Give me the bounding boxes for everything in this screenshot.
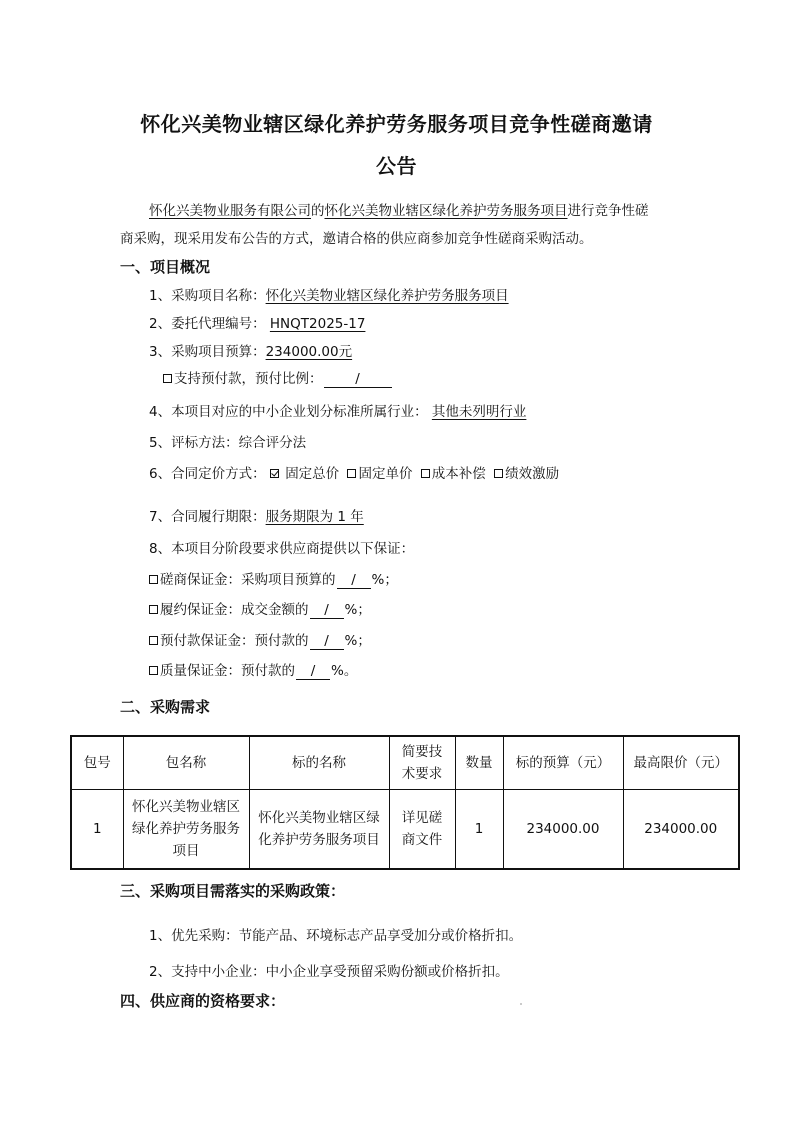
intro-conj: 的 bbox=[311, 203, 325, 219]
guarantee-quality-checkbox[interactable] bbox=[149, 666, 158, 675]
item-1-value: 怀化兴美物业辖区绿化养护劳务服务项目 bbox=[265, 288, 509, 304]
section-3-heading: 三、采购项目需落实的采购政策： bbox=[120, 882, 346, 900]
item-3-value: 234000.00元 bbox=[265, 344, 353, 360]
item-5: 5、评标方法：综合评分法 bbox=[149, 435, 307, 451]
policy-item-2: 2、支持中小企业：中小企业享受预留采购份额或价格折扣。 bbox=[149, 964, 509, 980]
intro-company: 怀化兴美物业服务有限公司 bbox=[149, 203, 311, 219]
item-1 bbox=[149, 287, 509, 305]
guarantee-quality-value: / bbox=[296, 663, 330, 680]
table-header-cell: 最高限价（元） bbox=[623, 736, 739, 790]
guarantee-quality-suffix: %。 bbox=[331, 663, 358, 679]
procurement-requirements-table bbox=[70, 735, 740, 870]
guarantee-performance-checkbox[interactable] bbox=[149, 605, 158, 614]
guarantee-performance-label: 履约保证金：成交金额的 bbox=[160, 602, 309, 618]
scan-dot bbox=[520, 1003, 522, 1005]
table-header-cell: 标的预算（元） bbox=[503, 736, 623, 790]
guarantee-consultation bbox=[149, 571, 398, 589]
guarantee-prepayment-label: 预付款保证金：预付款的 bbox=[160, 633, 309, 649]
guarantee-performance-suffix: %； bbox=[344, 602, 371, 618]
fixed-unit-price-checkbox[interactable] bbox=[347, 469, 356, 478]
prepay-checkbox[interactable] bbox=[163, 374, 172, 383]
table-cell: 怀化兴美物业辖区绿化养护劳务服务项目 bbox=[249, 790, 389, 870]
table-header-cell: 数量 bbox=[455, 736, 503, 790]
item-4-value: 其他未列明行业 bbox=[431, 404, 527, 420]
table-cell: 怀化兴美物业辖区绿化养护劳务服务项目 bbox=[123, 790, 249, 870]
table-cell: 详见磋商文件 bbox=[389, 790, 455, 870]
section-4-heading: 四、供应商的资格要求： bbox=[120, 992, 286, 1010]
cost-compensation-checkbox[interactable] bbox=[421, 469, 430, 478]
guarantee-consultation-checkbox[interactable] bbox=[149, 575, 158, 584]
guarantee-consultation-suffix: %； bbox=[371, 572, 398, 588]
guarantee-performance bbox=[149, 601, 371, 619]
intro-line1 bbox=[149, 202, 649, 220]
item-6-label: 6、合同定价方式： bbox=[149, 466, 266, 482]
prepay-label: 支持预付款，预付比例： bbox=[174, 371, 323, 387]
option-cost-compensation: 成本补偿 bbox=[431, 466, 486, 482]
guarantee-quality-label: 质量保证金：预付款的 bbox=[160, 663, 295, 679]
table-header-cell: 包号 bbox=[71, 736, 123, 790]
item-3-label: 3、采购项目预算： bbox=[149, 344, 266, 360]
item-6 bbox=[149, 465, 559, 483]
performance-incentive-checkbox[interactable] bbox=[494, 469, 503, 478]
section-2-heading: 二、采购需求 bbox=[120, 698, 211, 716]
guarantee-prepayment-suffix: %； bbox=[344, 633, 371, 649]
item-7-label: 7、合同履行期限： bbox=[149, 509, 266, 525]
item-3 bbox=[149, 343, 352, 361]
table-row bbox=[71, 790, 739, 870]
table-cell: 234000.00 bbox=[503, 790, 623, 870]
item-8: 8、本项目分阶段要求供应商提供以下保证： bbox=[149, 541, 415, 557]
table-cell: 1 bbox=[71, 790, 123, 870]
table-header-cell: 标的名称 bbox=[249, 736, 389, 790]
intro-project: 怀化兴美物业辖区绿化养护劳务服务项目 bbox=[324, 203, 568, 219]
table-header-row bbox=[71, 736, 739, 790]
item-2 bbox=[149, 315, 365, 333]
table-header-cell: 简要技术要求 bbox=[389, 736, 455, 790]
table-cell: 1 bbox=[455, 790, 503, 870]
item-4 bbox=[149, 403, 526, 421]
doc-title-line2: 公告 bbox=[376, 154, 417, 178]
policy-item-1: 1、优先采购：节能产品、环境标志产品享受加分或价格折扣。 bbox=[149, 928, 523, 944]
table-header-cell: 包名称 bbox=[123, 736, 249, 790]
option-fixed-total-price: 固定总价 bbox=[285, 466, 340, 482]
item-7 bbox=[149, 508, 364, 526]
guarantee-prepayment-checkbox[interactable] bbox=[149, 636, 158, 645]
guarantee-performance-value: / bbox=[310, 602, 344, 619]
item-4-label: 4、本项目对应的中小企业划分标准所属行业： bbox=[149, 404, 428, 420]
guarantee-consultation-label: 磋商保证金：采购项目预算的 bbox=[160, 572, 336, 588]
intro-rest: 进行竞争性磋 bbox=[567, 203, 649, 219]
prepay-line bbox=[163, 370, 393, 388]
item-1-label: 1、采购项目名称： bbox=[149, 288, 266, 304]
item-2-label: 2、委托代理编号： bbox=[149, 316, 266, 332]
guarantee-prepayment bbox=[149, 632, 371, 650]
doc-title-line1: 怀化兴美物业辖区绿化养护劳务服务项目竞争性磋商邀请 bbox=[140, 112, 653, 136]
prepay-value: / bbox=[324, 371, 392, 388]
guarantee-prepayment-value: / bbox=[310, 633, 344, 650]
guarantee-quality bbox=[149, 662, 357, 680]
fixed-total-price-checkbox[interactable] bbox=[270, 469, 279, 478]
intro-line2: 商采购，现采用发布公告的方式，邀请合格的供应商参加竞争性磋商采购活动。 bbox=[120, 231, 593, 247]
item-2-value: HNQT2025-17 bbox=[269, 316, 366, 332]
guarantee-consultation-value: / bbox=[337, 572, 371, 589]
option-fixed-unit-price: 固定单价 bbox=[358, 466, 413, 482]
option-performance-incentive: 绩效激励 bbox=[505, 466, 560, 482]
item-7-value: 服务期限为 1 年 bbox=[265, 509, 364, 525]
section-1-heading: 一、项目概况 bbox=[120, 258, 211, 276]
table-cell: 234000.00 bbox=[623, 790, 739, 870]
